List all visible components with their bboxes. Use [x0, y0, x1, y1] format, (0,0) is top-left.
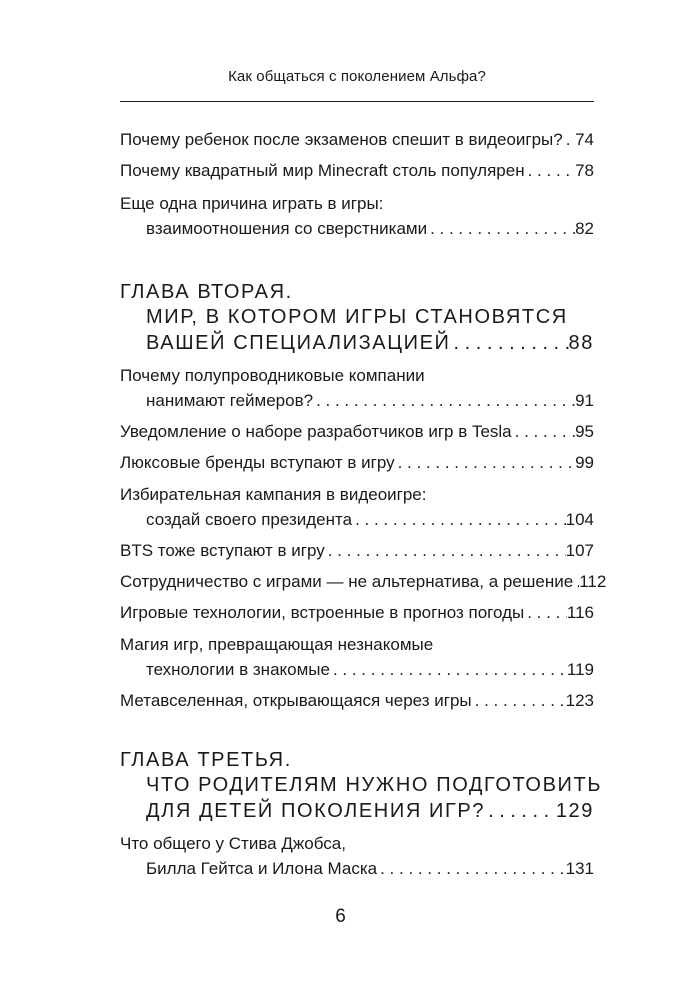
toc-entry-title: создай своего президента — [146, 510, 353, 529]
chapter-title-line1: ЧТО РОДИТЕЛЯМ НУЖНО ПОДГОТОВИТЬ — [146, 774, 603, 796]
toc-entry[interactable] — [146, 660, 594, 680]
toc-entry-page: 95 — [575, 422, 594, 441]
leader-dots — [427, 219, 575, 239]
toc-entry-page: 112 — [579, 572, 607, 591]
toc-entry-page: 107 — [565, 541, 594, 560]
toc-entry-page: 78 — [575, 161, 594, 180]
toc-entry-title: нанимают геймеров? — [146, 391, 314, 410]
toc-entry-title: Почему ребенок после экзаменов спешит в видеоигры? — [120, 130, 563, 149]
page-number: 6 — [335, 906, 346, 927]
toc-entry-title: Уведомление о наборе разработчиков игр в Tesla — [120, 422, 512, 441]
toc-entry-title-line1: Почему полупроводниковые компании — [120, 366, 425, 385]
chapter-title-line2: ДЛЯ ДЕТЕЙ ПОКОЛЕНИЯ ИГР? — [146, 800, 486, 822]
leader-dots — [325, 541, 566, 561]
leader-dots — [485, 800, 556, 823]
toc-entry-page: 123 — [565, 691, 594, 710]
chapter-title-line1: МИР, В КОТОРОМ ИГРЫ СТАНОВЯТСЯ — [146, 306, 568, 328]
chapter-title-entry[interactable] — [146, 332, 594, 355]
toc-entry-title-line1: Избирательная кампания в видеоигре: — [120, 485, 427, 504]
toc-entry-title: Билла Гейтса и Илона Маска — [146, 859, 378, 878]
leader-dots — [525, 161, 575, 181]
toc-entry[interactable] — [120, 691, 594, 711]
toc-entry-title: технологии в знакомые — [146, 660, 330, 679]
leader-dots — [563, 130, 575, 150]
leader-dots — [377, 859, 566, 879]
chapter-page: 88 — [568, 332, 594, 354]
toc-entry[interactable] — [146, 391, 594, 411]
toc-entry[interactable] — [120, 161, 594, 181]
leader-dots — [451, 332, 569, 355]
toc-entry-page: 104 — [565, 510, 594, 529]
toc-entry-title-line1: Что общего у Стива Джобса, — [120, 834, 346, 853]
toc-entry-page: 74 — [575, 130, 594, 149]
toc-entry[interactable] — [120, 453, 594, 473]
toc-entry-page: 82 — [575, 219, 594, 238]
toc-entry-page: 116 — [566, 603, 594, 622]
toc-entry-title: Метавселенная, открывающаяся через игры — [120, 691, 472, 710]
toc-entry[interactable] — [120, 572, 607, 592]
leader-dots — [330, 660, 567, 680]
leader-dots — [395, 453, 575, 473]
leader-dots — [472, 691, 566, 711]
leader-dots — [524, 603, 567, 623]
toc-entry-page: 131 — [565, 859, 594, 878]
chapter-heading: ГЛАВА ТРЕТЬЯ. — [120, 749, 292, 771]
toc-entry-title: взаимоотношения со сверстниками — [146, 219, 428, 238]
chapter-title-line2: ВАШЕЙ СПЕЦИАЛИЗАЦИЕЙ — [146, 332, 451, 354]
toc-entry[interactable] — [146, 859, 594, 879]
toc-entry-title: Почему квадратный мир Minecraft столь популярен — [120, 161, 525, 180]
toc-entry-title: Люксовые бренды вступают в игру — [120, 453, 395, 472]
leader-dots — [512, 422, 575, 442]
toc-entry[interactable] — [120, 422, 594, 442]
toc-entry[interactable] — [120, 541, 594, 561]
chapter-page: 129 — [555, 800, 594, 822]
toc-entry[interactable] — [146, 219, 594, 239]
chapter-title-entry[interactable] — [146, 800, 594, 823]
toc-entry[interactable] — [120, 130, 594, 150]
toc-entry-title: BTS тоже вступают в игру — [120, 541, 325, 560]
running-header: Как общаться с поколением Альфа? — [228, 68, 486, 85]
header-rule — [120, 101, 594, 102]
toc-entry-title: Игровые технологии, встроенные в прогноз погоды — [120, 603, 525, 622]
toc-entry-page: 99 — [575, 453, 594, 472]
leader-dots — [313, 391, 575, 411]
toc-entry-title-line1: Магия игр, превращающая незнакомые — [120, 635, 434, 654]
toc-entry[interactable] — [120, 603, 594, 623]
leader-dots — [352, 510, 566, 530]
toc-entry-page: 91 — [575, 391, 594, 410]
toc-entry-title-line1: Еще одна причина играть в игры: — [120, 194, 384, 213]
toc-entry-page: 119 — [566, 660, 594, 679]
chapter-heading: ГЛАВА ВТОРАЯ. — [120, 281, 293, 303]
toc-entry-title: Сотрудничество с играми — не альтернатива, а решение — [120, 572, 574, 591]
toc-entry[interactable] — [146, 510, 594, 530]
